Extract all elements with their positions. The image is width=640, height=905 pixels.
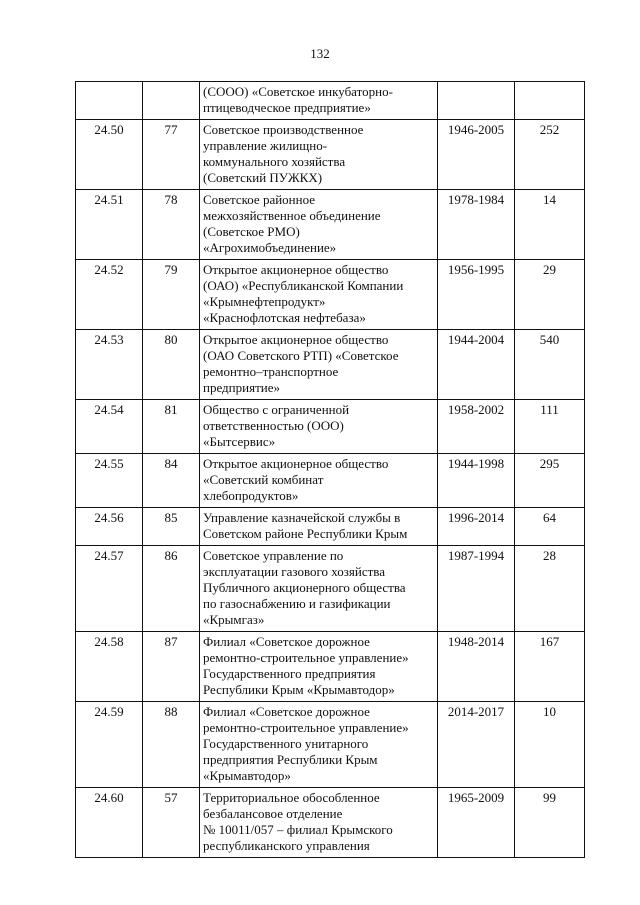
row-number-cell: 24.53 bbox=[76, 330, 143, 400]
years-cell: 1987-1994 bbox=[438, 546, 515, 632]
years-cell: 1996-2014 bbox=[438, 508, 515, 546]
fund-name-line: Открытое акционерное общество bbox=[203, 332, 389, 347]
row-number-cell: 24.54 bbox=[76, 400, 143, 454]
fund-number-cell: 86 bbox=[143, 546, 200, 632]
fund-name-line: «Бытсервис» bbox=[203, 434, 276, 449]
row-number-cell: 24.51 bbox=[76, 190, 143, 260]
fund-name-line: эксплуатации газового хозяйства bbox=[203, 564, 386, 579]
fund-name-cell bbox=[200, 508, 438, 546]
fund-name-cell bbox=[200, 546, 438, 632]
registry-table-body bbox=[76, 82, 585, 858]
fund-name-line: (Советское РМО) bbox=[203, 224, 300, 239]
years-cell: 1978-1984 bbox=[438, 190, 515, 260]
fund-name-line: Республики Крым «Крымавтодор» bbox=[203, 682, 395, 697]
count-cell: 14 bbox=[515, 190, 585, 260]
fund-number-cell: 78 bbox=[143, 190, 200, 260]
row-number-cell: 24.58 bbox=[76, 632, 143, 702]
years-cell: 1948-2014 bbox=[438, 632, 515, 702]
count-cell bbox=[515, 82, 585, 120]
fund-name-line: Филиал «Советское дорожное bbox=[203, 704, 370, 719]
years-cell: 1958-2002 bbox=[438, 400, 515, 454]
years-cell: 1965-2009 bbox=[438, 788, 515, 858]
fund-name-line: Управление казначейской службы в bbox=[203, 510, 401, 525]
count-cell: 64 bbox=[515, 508, 585, 546]
fund-name-line: ремонтно-строительное управление» bbox=[203, 650, 409, 665]
fund-name-line: (ОАО Советского РТП) «Советское bbox=[203, 348, 399, 363]
fund-name-line: межхозяйственное объединение bbox=[203, 208, 381, 223]
years-cell: 1946-2005 bbox=[438, 120, 515, 190]
row-number-cell: 24.56 bbox=[76, 508, 143, 546]
fund-name-line: (СООО) «Советское инкубаторно- bbox=[203, 84, 393, 99]
fund-name-cell bbox=[200, 400, 438, 454]
fund-name-line: «Крымнефтепродукт» bbox=[203, 294, 326, 309]
fund-name-line: «Крымавтодор» bbox=[203, 768, 291, 783]
fund-name-line: Публичного акционерного общества bbox=[203, 580, 406, 595]
row-number-cell: 24.59 bbox=[76, 702, 143, 788]
fund-number-cell: 84 bbox=[143, 454, 200, 508]
years-cell: 1944-1998 bbox=[438, 454, 515, 508]
fund-name-line: Территориальное обособленное bbox=[203, 790, 380, 805]
fund-name-line: ответственностью (ООО) bbox=[203, 418, 344, 433]
fund-name-line: предприятия Республики Крым bbox=[203, 752, 378, 767]
table-row bbox=[76, 508, 585, 546]
fund-name-cell bbox=[200, 190, 438, 260]
fund-name-cell bbox=[200, 82, 438, 120]
table-row bbox=[76, 400, 585, 454]
table-row bbox=[76, 546, 585, 632]
fund-name-cell bbox=[200, 260, 438, 330]
row-number-cell: 24.50 bbox=[76, 120, 143, 190]
table-row bbox=[76, 190, 585, 260]
table-row bbox=[76, 82, 585, 120]
fund-number-cell: 57 bbox=[143, 788, 200, 858]
count-cell: 10 bbox=[515, 702, 585, 788]
row-number-cell: 24.57 bbox=[76, 546, 143, 632]
fund-name-line: ремонтно-строительное управление» bbox=[203, 720, 409, 735]
years-cell: 2014-2017 bbox=[438, 702, 515, 788]
row-number-cell: 24.60 bbox=[76, 788, 143, 858]
fund-name-line: «Советский комбинат bbox=[203, 472, 324, 487]
years-cell bbox=[438, 82, 515, 120]
fund-name-line: Государственного предприятия bbox=[203, 666, 376, 681]
table-row bbox=[76, 702, 585, 788]
fund-name-line: Государственного унитарного bbox=[203, 736, 369, 751]
fund-number-cell: 80 bbox=[143, 330, 200, 400]
fund-name-line: Советское производственное bbox=[203, 122, 364, 137]
registry-table bbox=[75, 81, 585, 858]
fund-name-line: коммунального хозяйства bbox=[203, 154, 346, 169]
fund-number-cell: 81 bbox=[143, 400, 200, 454]
table-row bbox=[76, 788, 585, 858]
count-cell: 167 bbox=[515, 632, 585, 702]
count-cell: 295 bbox=[515, 454, 585, 508]
fund-name-line: «Агрохимобъединение» bbox=[203, 240, 337, 255]
fund-name-cell bbox=[200, 454, 438, 508]
fund-name-line: Общество с ограниченной bbox=[203, 402, 350, 417]
fund-number-cell: 87 bbox=[143, 632, 200, 702]
years-cell: 1944-2004 bbox=[438, 330, 515, 400]
row-number-cell: 24.55 bbox=[76, 454, 143, 508]
fund-number-cell: 77 bbox=[143, 120, 200, 190]
fund-name-line: управление жилищно- bbox=[203, 138, 328, 153]
fund-name-line: по газоснабжению и газификации bbox=[203, 596, 391, 611]
row-number-cell: 24.52 bbox=[76, 260, 143, 330]
count-cell: 29 bbox=[515, 260, 585, 330]
fund-name-line: (ОАО) «Республиканской Компании bbox=[203, 278, 404, 293]
fund-number-cell: 85 bbox=[143, 508, 200, 546]
fund-name-line: Советское районное bbox=[203, 192, 316, 207]
fund-name-line: «Крымгаз» bbox=[203, 612, 265, 627]
fund-name-line: № 10011/057 – филиал Крымского bbox=[203, 822, 393, 837]
fund-name-line: республиканского управления bbox=[203, 838, 370, 853]
fund-name-line: ремонтно–транспортное bbox=[203, 364, 339, 379]
fund-name-line: Филиал «Советское дорожное bbox=[203, 634, 370, 649]
table-row bbox=[76, 330, 585, 400]
count-cell: 252 bbox=[515, 120, 585, 190]
fund-name-cell bbox=[200, 120, 438, 190]
count-cell: 111 bbox=[515, 400, 585, 454]
fund-name-line: хлебопродуктов» bbox=[203, 488, 299, 503]
fund-name-cell bbox=[200, 788, 438, 858]
count-cell: 28 bbox=[515, 546, 585, 632]
fund-number-cell: 79 bbox=[143, 260, 200, 330]
fund-number-cell: 88 bbox=[143, 702, 200, 788]
fund-name-line: безбалансовое отделение bbox=[203, 806, 343, 821]
table-row bbox=[76, 120, 585, 190]
page-number: 132 bbox=[310, 46, 330, 61]
years-cell: 1956-1995 bbox=[438, 260, 515, 330]
fund-name-line: Открытое акционерное общество bbox=[203, 262, 389, 277]
table-row bbox=[76, 632, 585, 702]
count-cell: 99 bbox=[515, 788, 585, 858]
fund-name-line: Советское управление по bbox=[203, 548, 344, 563]
row-number-cell bbox=[76, 82, 143, 120]
fund-name-line: птицеводческое предприятие» bbox=[203, 100, 371, 115]
fund-name-line: предприятие» bbox=[203, 380, 280, 395]
fund-name-cell bbox=[200, 632, 438, 702]
fund-name-line: «Краснофлотская нефтебаза» bbox=[203, 310, 366, 325]
count-cell: 540 bbox=[515, 330, 585, 400]
fund-name-line: Советском районе Республики Крым bbox=[203, 526, 408, 541]
table-row bbox=[76, 260, 585, 330]
fund-name-cell bbox=[200, 702, 438, 788]
fund-name-cell bbox=[200, 330, 438, 400]
fund-number-cell bbox=[143, 82, 200, 120]
fund-name-line: (Советский ПУЖКХ) bbox=[203, 170, 323, 185]
fund-name-line: Открытое акционерное общество bbox=[203, 456, 389, 471]
table-row bbox=[76, 454, 585, 508]
